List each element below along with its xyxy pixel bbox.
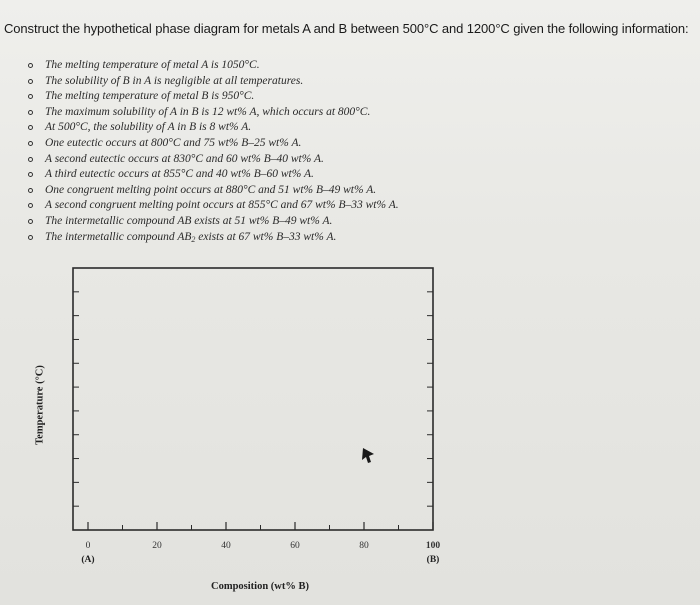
bullet-text: The melting temperature of metal A is 1050°C. <box>45 59 260 71</box>
question-prompt: Construct the hypothetical phase diagram for metals A and B between 500°C and 1200°C given the following information: <box>4 21 689 36</box>
bullet-text: A second eutectic occurs at 830°C and 60 wt% B–40 wt% A. <box>45 152 324 165</box>
bullet-text: The maximum solubility of A in B is 12 wt% A, which occurs at 800°C. <box>45 105 371 118</box>
x-tick-label: 80 <box>359 541 369 551</box>
bullet-text: The melting temperature of metal B is 950°C. <box>45 90 255 103</box>
y-axis-ticks <box>73 292 433 506</box>
x-tick-label: 60 <box>290 541 300 551</box>
x-axis-label: Composition (wt% B) <box>210 581 310 592</box>
bullet-text: The intermetallic compound AB exists at 51 wt% B–49 wt% A. <box>45 214 333 227</box>
x-end-label-a: (A) <box>81 555 95 565</box>
bullet-text: One eutectic occurs at 800°C and 75 wt% B–25 wt% A. <box>45 136 302 149</box>
subscript: 2 <box>191 234 196 244</box>
bullet-text: The solubility of B in A is negligible at all temperatures. <box>45 74 304 87</box>
x-tick-label: 40 <box>221 541 231 551</box>
bullet-text: One congruent melting point occurs at 880°C and 51 wt% B–49 wt% A. <box>45 183 377 196</box>
y-axis-label: Temperature (°C) <box>34 365 46 445</box>
x-tick-label: 20 <box>152 541 162 551</box>
x-tick-label: 0 <box>85 541 91 551</box>
cursor-arrow-icon <box>362 448 374 463</box>
bullet-text: A second congruent melting point occurs at 855°C and 67 wt% B–33 wt% A. <box>45 199 399 212</box>
bullet-text: At 500°C, the solubility of A in B is 8 wt% A. <box>45 121 252 134</box>
x-tick-label: 100 <box>425 541 441 551</box>
bullet-text-tail: exists at 67 wt% B–33 wt% A. <box>195 230 337 243</box>
x-axis-tick-labels <box>86 541 441 551</box>
plot-frame[interactable] <box>73 268 433 530</box>
x-axis-ticks <box>88 522 433 530</box>
x-end-label-b: (B) <box>426 555 440 565</box>
bullet-text: A third eutectic occurs at 855°C and 40 wt% B–60 wt% A. <box>45 168 314 181</box>
bullet-text-main: The intermetallic compound AB <box>45 230 192 243</box>
